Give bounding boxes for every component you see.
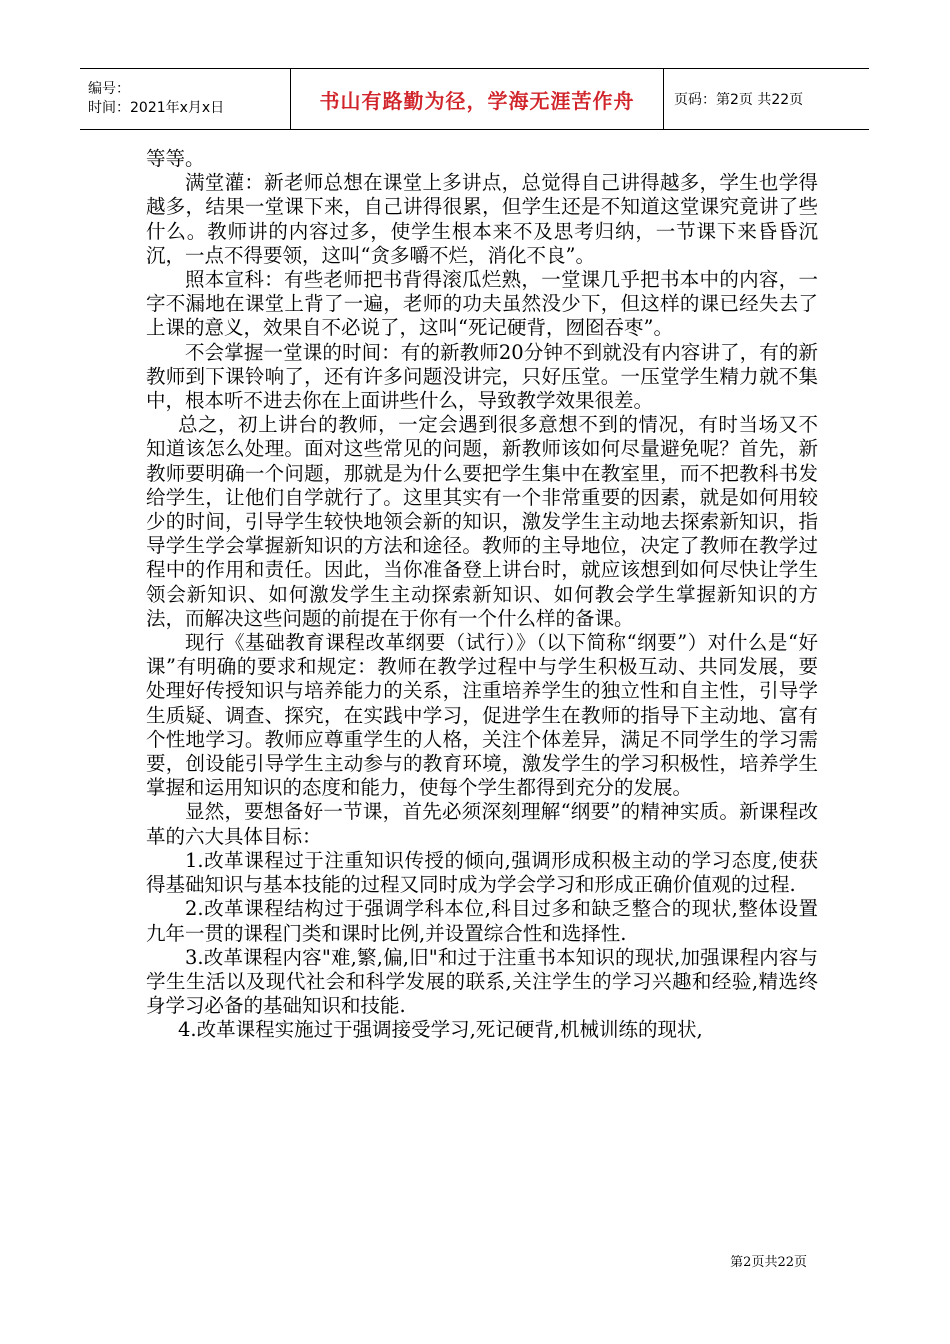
page-header [80,68,869,130]
list-item: 2.改革课程结构过于强调学科本位,科目过多和缺乏整合的现状,整体设置九年一贯的课程门类和课时比例,并设置综合性和选择性. [146,897,818,945]
page-footer: 第2页共22页 [730,1255,807,1270]
list-item: 4.改革课程实施过于强调接受学习,死记硬背,机械训练的现状, [178,1018,703,1042]
paragraph: 不会掌握一堂课的时间：有的新教师20分钟不到就没有内容讲了，有的新教师到下课铃响了，还有许多问题没讲完，只好压堂。一压堂学生精力就不集中，根本听不进去你在上面讲些什么，导致教学效果很差。 [146,340,818,413]
header-page-number: 页码：第2页 共22页 [674,92,804,108]
paragraph: 总之，初上讲台的教师，一定会遇到很多意想不到的情况，有时当场又不知道该怎么处理。面对这些常见的问题，新教师该如何尽量避免呢？首先，新教师要明确一个问题，那就是为什么要把学生集中在教室里，而不把教科书发给学生，让他们自学就行了。这里其实有一个非常重要的因素，就是如何用较少的时间，引导学生较快地领会新的知识，激发学生主动地去探索新知识，指导学生学会掌握新知识的方法和途径。教师的主导地位，决定了教师在教学过程中的作用和责任。因此，当你准备登上讲台时，就应该想到如何尽快让学生领会新知识、如何激发学生主动探索新知识、如何教会学生掌握新知识的方法，而解决这些问题的前提在于你有一个什么样的备课。 [146,413,818,630]
document-body [146,147,818,1043]
list-item: 1.改革课程过于注重知识传授的倾向,强调形成积极主动的学习态度,使获得基础知识与基本技能的过程又同时成为学会学习和形成正确价值观的过程. [146,848,818,897]
list-item: 3.改革课程内容"难,繁,偏,旧"和过于注重书本知识的现状,加强课程内容与学生生活以及现代社会和科学发展的联系,关注学生的学习兴趣和经验,精选终身学习必备的基础知识和技能. [146,945,818,1018]
header-motto: 书山有路勤为径，学海无涯苦作舟 [290,69,664,129]
paragraph: 满堂灌：新老师总想在课堂上多讲点，总觉得自己讲得越多，学生也学得越多，结果一堂课下来，自己讲得很累，但学生还是不知道这堂课究竟讲了些什么。教师讲的内容过多，使学生根本来不及思考归纳，一节课下来昏昏沉沉，一点不得要领，这叫“贪多嚼不烂，消化不良”。 [146,171,818,267]
header-meta [80,69,290,129]
document-time-label: 时间：2021年x月x日 [88,100,225,116]
document-number-label: 编号： [88,81,130,97]
paragraph: 照本宣科：有些老师把书背得滚瓜烂熟，一堂课几乎把书本中的内容，一字不漏地在课堂上背了一遍，老师的功夫虽然没少下，但这样的课已经失去了上课的意义，效果自不必说了，这叫“死记硬背，囫囵吞枣”。 [146,268,818,340]
paragraph: 等等。 [146,147,205,170]
paragraph: 显然，要想备好一节课，首先必须深刻理解“纲要”的精神实质。新课程改革的六大具体目标： [146,800,818,848]
paragraph: 现行《基础教育课程改革纲要（试行）》（以下简称“纲要”）对什么是“好课”有明确的要求和规定：教师在教学过程中与学生积极互动、共同发展，要处理好传授知识与培养能力的关系，注重培养学生的独立性和自主性，引导学生质疑、调查、探究，在实践中学习，促进学生在教师的指导下主动地、富有个性地学习。教师应尊重学生的人格，关注个体差异，满足不同学生的学习需要，创设能引导学生主动参与的教育环境，激发学生的学习积极性，培养学生掌握和运用知识的态度和能力，使每个学生都得到充分的发展。 [146,631,818,800]
